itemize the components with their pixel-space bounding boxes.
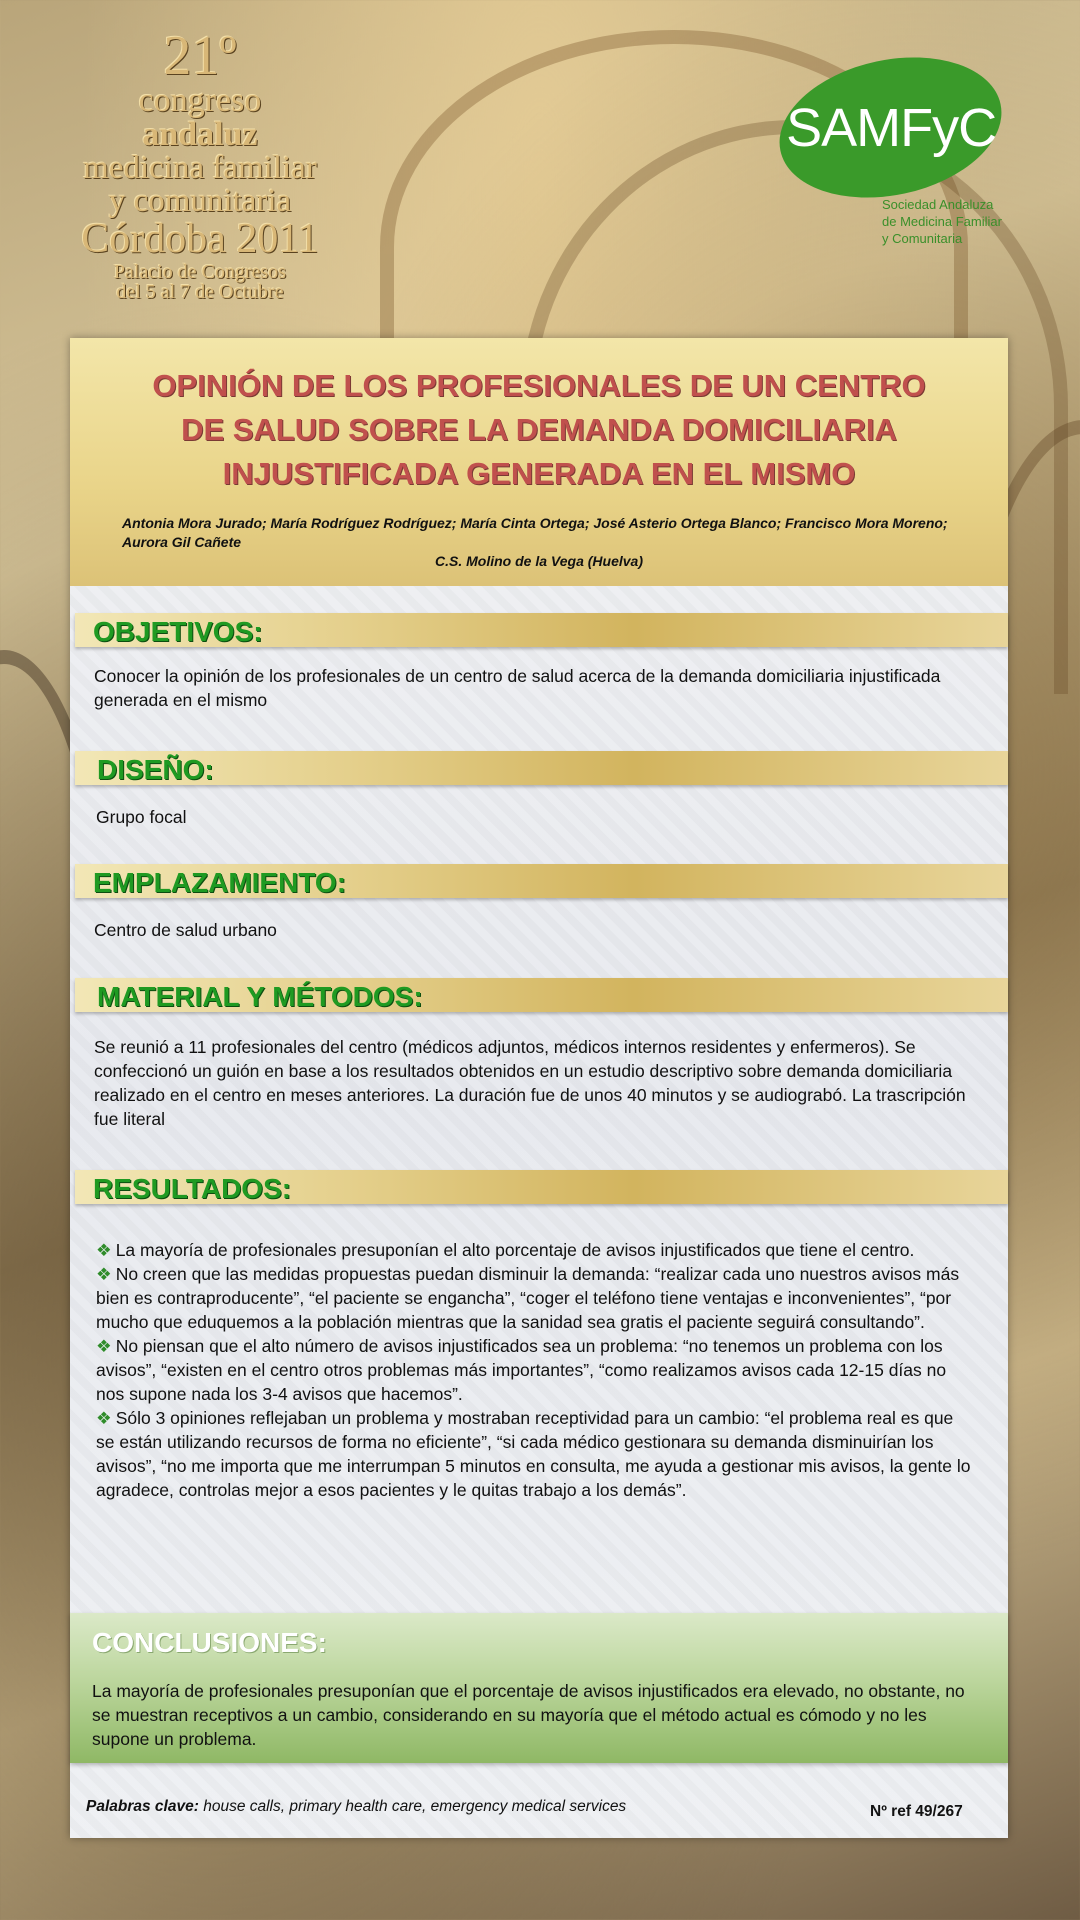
diamond-bullet-icon: ❖ xyxy=(96,1240,112,1260)
list-item xyxy=(96,1238,976,1262)
list-item-text: La mayoría de profesionales presuponían el alto porcentaje de avisos injustificados que tiene el centro. xyxy=(115,1240,915,1260)
keywords-text: house calls, primary health care, emergency medical services xyxy=(203,1798,627,1815)
authors: Antonia Mora Jurado; María Rodríguez Rodríguez; María Cinta Ortega; José Asterio Ortega Blanco; Francisco Mora Moreno; Aurora Gil Cañete xyxy=(122,515,948,550)
title-box xyxy=(70,338,1008,586)
list-item xyxy=(96,1406,976,1502)
congress-venue: Palacio de Congresos xyxy=(113,261,287,283)
section-text-material: Se reunió a 11 profesionales del centro (médicos adjuntos, médicos internos residentes y enfermeros). Se confeccionó un guión en base a los resultados obtenidos en un estudio descriptivo sobre demanda domiciliaria realizado en el centro en meses anteriores. La duración fue de unos 40 minutos y se audiograbó. La trascripción fue literal xyxy=(94,1037,966,1129)
title-line: INJUSTIFICADA GENERADA EN EL MISMO xyxy=(222,456,856,491)
results-list xyxy=(96,1238,976,1502)
diamond-bullet-icon: ❖ xyxy=(96,1408,112,1428)
poster-title xyxy=(70,364,1008,496)
section-heading-resultados xyxy=(75,1170,1008,1204)
logo-oval xyxy=(766,38,1014,217)
list-item xyxy=(96,1334,976,1406)
list-item xyxy=(96,1262,976,1334)
diamond-bullet-icon: ❖ xyxy=(96,1264,112,1284)
congress-city-year: Córdoba 2011 xyxy=(81,216,319,262)
reference-number: Nº ref 49/267 xyxy=(870,1803,963,1820)
list-item-text: Sólo 3 opiniones reflejaban un problema y mostraban receptividad para un cambio: “el problema real es que se están utilizando recursos de forma no eficiente”, “si cada médico gestionara su demanda disminuirían los avisos”, “no me importa que me interrumpan 5 minutos en consulta, me ayuda a gestionar mis avisos, la gente lo agradece, controlas mejor a esos pacientes y le quitas trabajo a los demás”. xyxy=(96,1408,971,1500)
section-heading-diseno xyxy=(75,751,1008,785)
logo-subtitle xyxy=(882,196,1002,247)
section-heading-text: EMPLAZAMIENTO: xyxy=(93,867,347,898)
logo-name: SAMFyC xyxy=(785,97,996,158)
section-text-objetivos: Conocer la opinión de los profesionales de un centro de salud acerca de la demanda domiciliaria injustificada generada en el mismo xyxy=(94,666,941,710)
section-text-diseno: Grupo focal xyxy=(96,807,187,827)
section-text-conclusiones: La mayoría de profesionales presuponían que el porcentaje de avisos injustificados era elevado, no obstante, no se muestran receptivos a un cambio, considerando en su mayoría que el método actual es cómodo y no les supone un problema. xyxy=(92,1681,965,1749)
congress-header xyxy=(20,25,380,303)
title-line: OPINIÓN DE LOS PROFESIONALES DE UN CENTRO xyxy=(152,368,926,403)
section-heading-text: OBJETIVOS: xyxy=(93,616,263,647)
congress-line: congreso xyxy=(138,82,262,119)
logo-subtitle-line: de Medicina Familiar xyxy=(882,214,1002,229)
section-heading-emplazamiento xyxy=(75,864,1008,898)
congress-number: 21º xyxy=(163,25,237,87)
keywords-label: Palabras clave: xyxy=(86,1798,199,1815)
samfyc-logo xyxy=(778,60,1008,260)
section-heading-objetivos xyxy=(75,613,1008,647)
poster-panel xyxy=(70,338,1008,1838)
diamond-bullet-icon: ❖ xyxy=(96,1336,112,1356)
logo-subtitle-line: y Comunitaria xyxy=(882,231,963,246)
congress-line: andaluz xyxy=(142,116,258,153)
section-heading-text: RESULTADOS: xyxy=(93,1173,292,1204)
title-line: DE SALUD SOBRE LA DEMANDA DOMICILIARIA xyxy=(181,412,897,447)
congress-line: medicina familiar xyxy=(83,150,317,186)
congress-dates: del 5 al 7 de Octubre xyxy=(116,281,284,303)
congress-line: y comunitaria xyxy=(108,183,292,219)
section-heading-conclusiones: CONCLUSIONES: xyxy=(92,1627,327,1658)
section-text-emplazamiento: Centro de salud urbano xyxy=(94,920,277,940)
keywords xyxy=(86,1798,626,1816)
conclusions-box xyxy=(70,1613,1008,1763)
list-item-text: No piensan que el alto número de avisos injustificados sea un problema: “no tenemos un problema con los avisos”, “existen en el centro otros problemas más importantes”, “como realizamos avisos cada 12-15 días no nos supone nada los 3-4 avisos que hacemos”. xyxy=(96,1336,947,1404)
section-heading-material xyxy=(75,978,1008,1012)
section-heading-text: DISEÑO: xyxy=(97,754,214,785)
health-center: C.S. Molino de la Vega (Huelva) xyxy=(435,553,643,569)
logo-subtitle-line: Sociedad Andaluza xyxy=(882,197,994,212)
list-item-text: No creen que las medidas propuestas puedan disminuir la demanda: “realizar cada uno nuestros avisos más bien es contraproducente”, “el paciente se engancha”, “coger el teléfono tiene ventajas e inconvenientes”, “por mucho que eduquemos a la población mientras que la sanidad sea gratis el paciente seguirá consultando”. xyxy=(96,1264,960,1332)
section-heading-text: MATERIAL Y MÉTODOS: xyxy=(97,981,423,1012)
